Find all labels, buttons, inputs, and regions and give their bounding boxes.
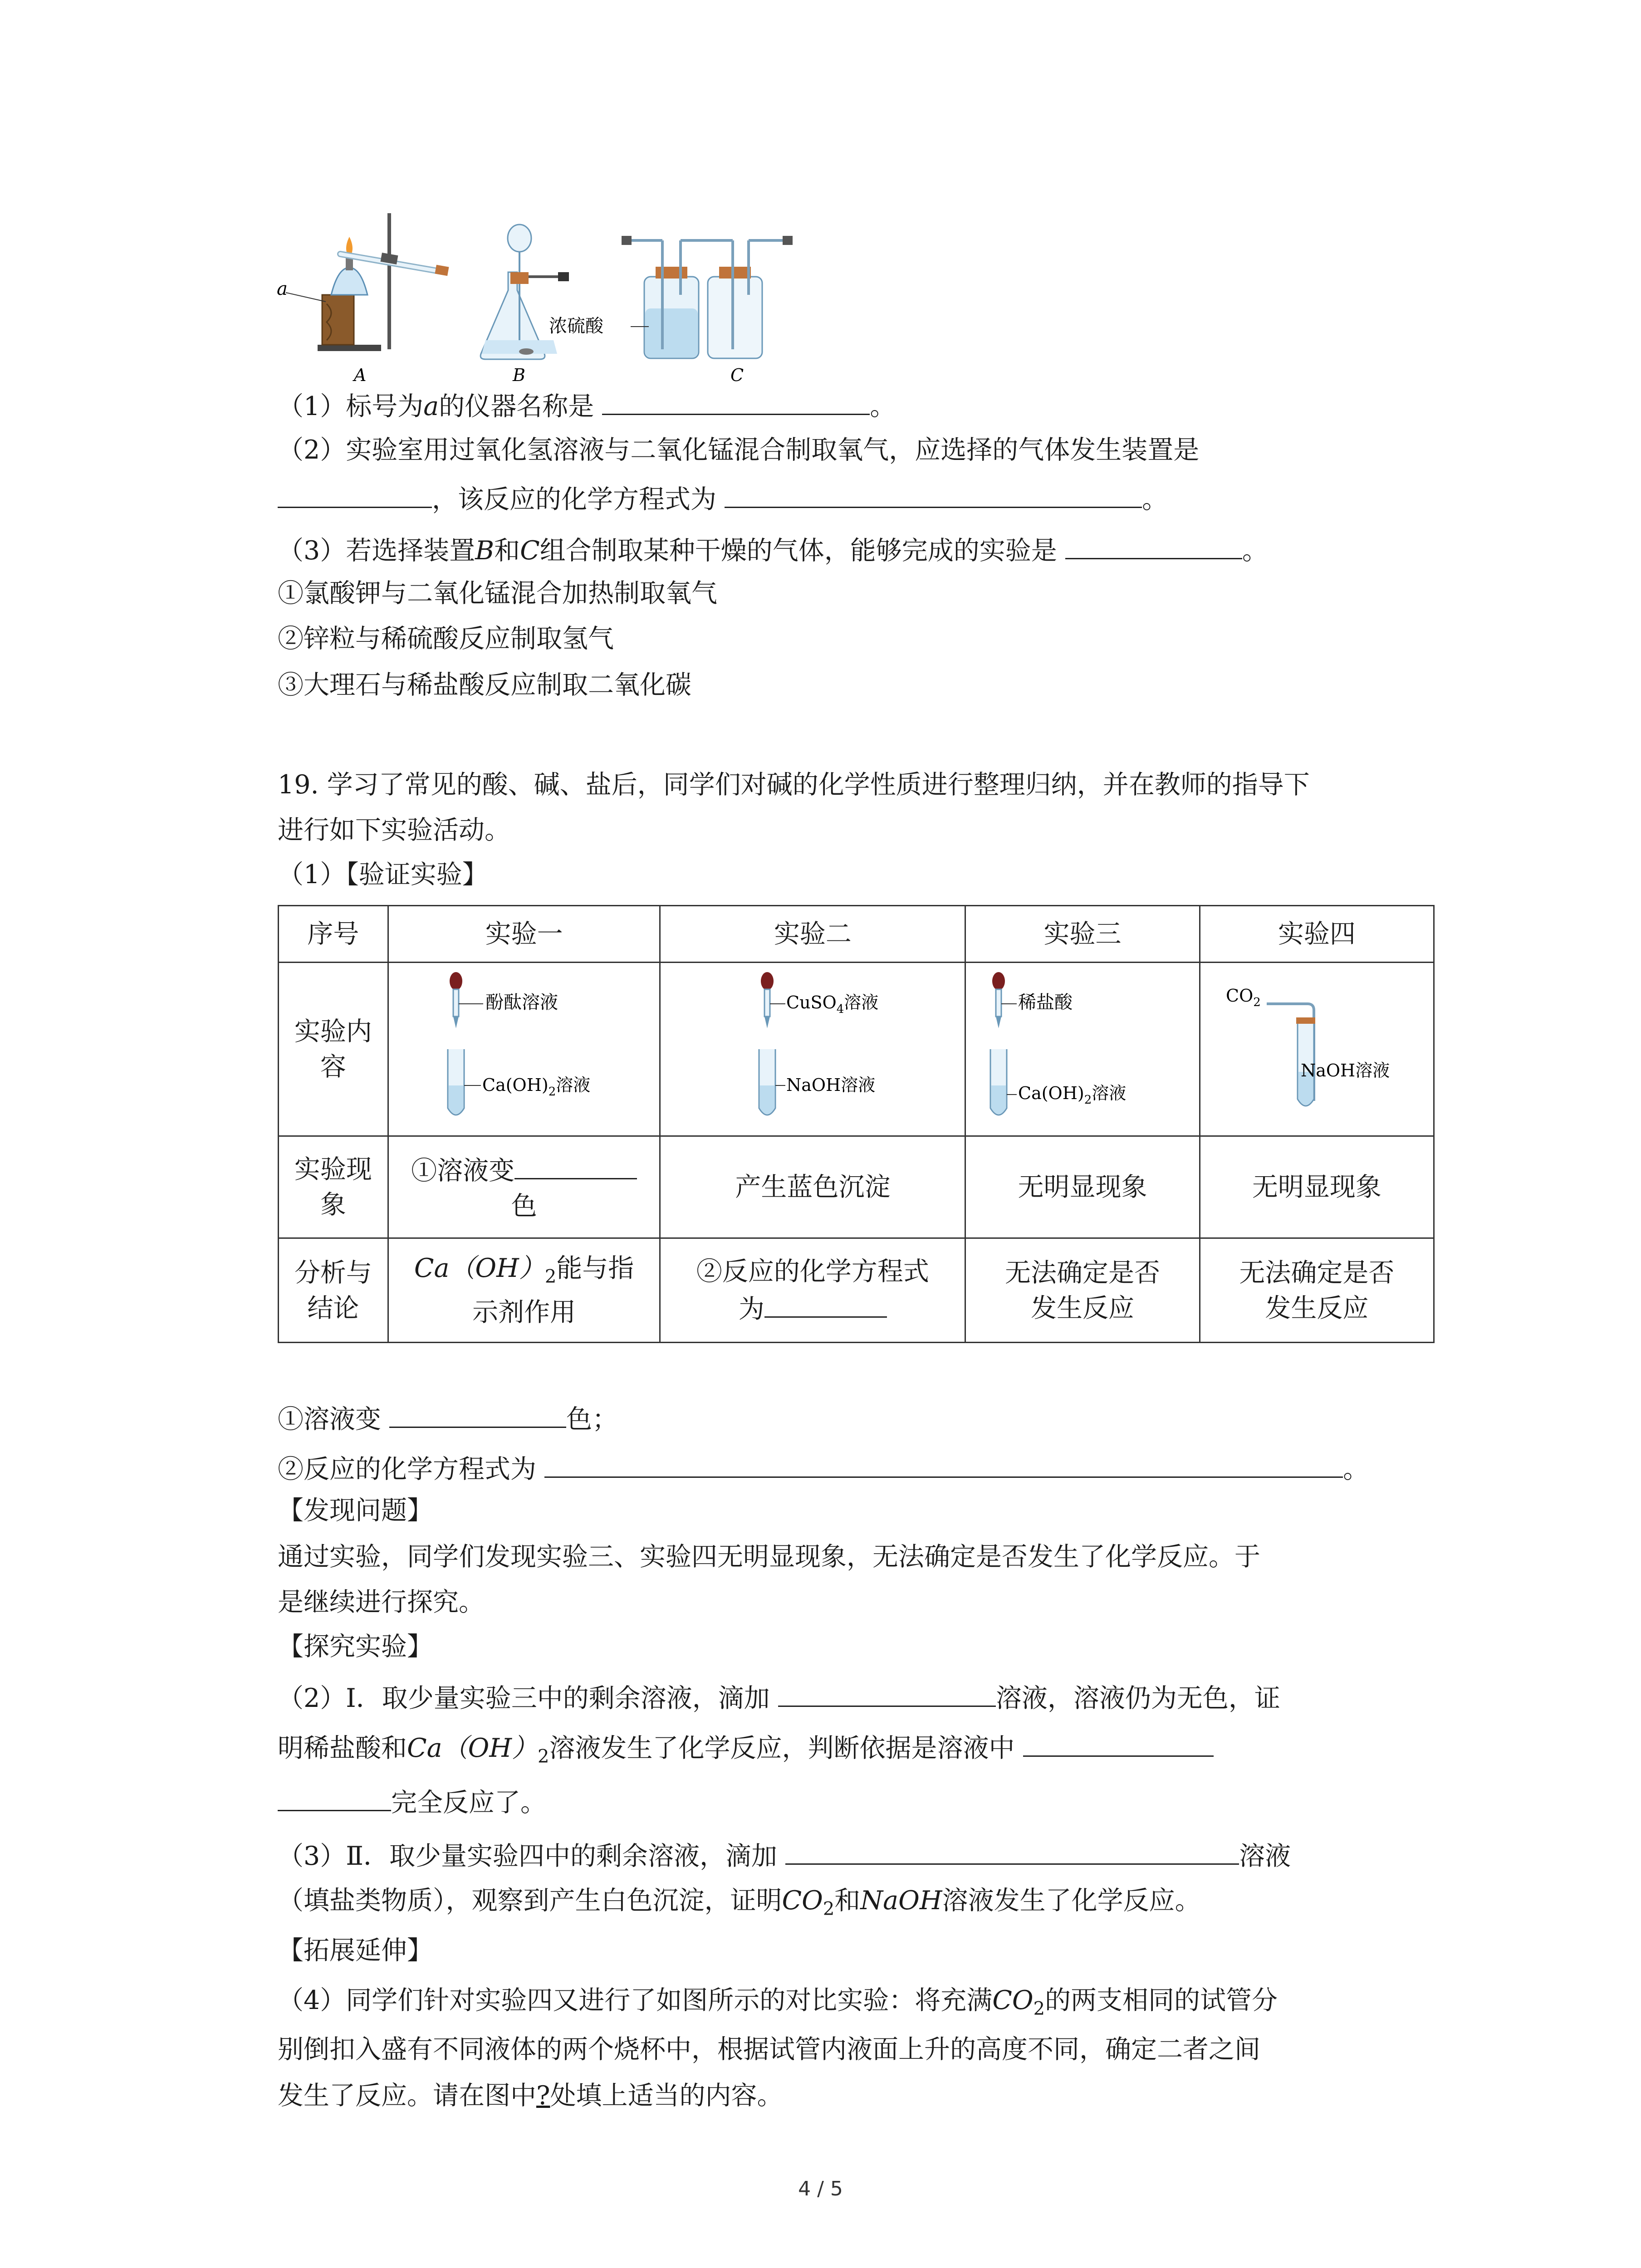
q18-option3: ③大理石与稀盐酸反应制取二氧化碳: [278, 670, 691, 700]
exp4-figure: [1200, 963, 1434, 1136]
q19-part2-line2: 明稀盐酸和$Ca(OH)_2$溶液发生了化学反应，判断依据是溶液中: [278, 1728, 1214, 1774]
answer-blank[interactable]: [1023, 1728, 1214, 1757]
experiment-table: [278, 905, 1435, 1343]
phen1-cell: ①溶液变 色: [388, 1136, 660, 1238]
find-problem-text2: 是继续进行探究。: [278, 1587, 485, 1617]
q19-answer1: ①溶液变 色；: [278, 1399, 618, 1437]
q19-part4-line1: （4）同学们针对实验四又进行了如图所示的对比实验：将充满$CO_2$的两支相同的试管分: [278, 1985, 1278, 2019]
svg-text:CuSO4溶液: CuSO$_4$溶液: [786, 992, 879, 1016]
phen2-cell: 产生蓝色沉淀: [660, 1136, 965, 1238]
apparatus-b: [480, 225, 569, 359]
exp3-figure: [965, 963, 1200, 1136]
find-problem-title: 【发现问题】: [278, 1496, 433, 1525]
label-acid: 浓硫酸: [549, 316, 603, 337]
exp4-diagram: [1208, 963, 1425, 1126]
answer-blank[interactable]: [278, 1783, 391, 1811]
extension-title: 【拓展延伸】: [278, 1936, 433, 1965]
exp1-figure: [388, 963, 660, 1136]
answer-blank[interactable]: [785, 1836, 1239, 1865]
apparatus-a: [286, 213, 449, 351]
q18-option2: ②锌粒与稀硫酸反应制取氢气: [278, 624, 614, 654]
q18-part1: （1）标号为a的仪器名称是 。: [278, 386, 896, 425]
apparatus-figure: [272, 204, 862, 390]
label-a: a: [277, 279, 288, 299]
svg-text:NaOH溶液: NaOH溶液: [1301, 1061, 1390, 1080]
q19-part2-line1: （2）Ⅰ．取少量实验三中的剩余溶液，滴加 溶液，溶液仍为无色，证: [278, 1678, 1280, 1716]
answer-blank[interactable]: [764, 1289, 887, 1318]
row-label: 实验现 象: [279, 1136, 388, 1238]
q19-part3-line2: （填盐类物质），观察到产生白色沉淀，证明$CO_2$和NaOH溶液发生了化学反应。: [278, 1886, 1201, 1920]
q18-part2-line2: ，该反应的化学方程式为 。: [278, 479, 1168, 518]
table-header-row: [279, 906, 1434, 963]
q18-part3: （3）若选择装置B和C组合制取某种干燥的气体，能够完成的实验是 。: [278, 531, 1268, 569]
q19-sub1: （1）【验证实验】: [278, 860, 488, 890]
answer-blank[interactable]: [1065, 531, 1242, 559]
svg-text:酚酞溶液: 酚酞溶液: [485, 992, 558, 1013]
row-label: 实验内 容: [279, 963, 388, 1136]
conc2-cell: ②反应的化学方程式 为: [660, 1238, 965, 1343]
apparatus-c: [622, 236, 793, 358]
q19-answer2: ②反应的化学方程式为 。: [278, 1449, 1369, 1487]
row-label: 分析与 结论: [279, 1238, 388, 1343]
svg-text:Ca(OH)2溶液: $Ca(OH)_2$溶液: [1018, 1083, 1127, 1107]
table-header: 实验四: [1200, 906, 1434, 963]
answer-blank[interactable]: [514, 1151, 637, 1179]
answer-blank[interactable]: [544, 1449, 1343, 1478]
label-A: A: [354, 365, 367, 385]
answer-blank[interactable]: [278, 479, 432, 508]
table-row-conclusion: [279, 1238, 1434, 1343]
q18-option1: ①氯酸钾与二氧化锰混合加热制取氧气: [278, 578, 717, 608]
q19-part2-line3: 完全反应了。: [278, 1783, 546, 1821]
conc1-cell: $Ca(OH)_2$能与指 示剂作用: [388, 1238, 660, 1343]
table-header: 实验一: [388, 906, 660, 963]
answer-blank[interactable]: [778, 1678, 996, 1707]
svg-text:Ca(OH)2溶液: $Ca(OH)_2$溶液: [482, 1075, 591, 1099]
page-number: 4 / 5: [798, 2177, 843, 2200]
phen4-cell: 无明显现象: [1200, 1136, 1434, 1238]
exp2-figure: [660, 963, 965, 1136]
label-C: C: [730, 365, 744, 385]
exp1-diagram: [397, 963, 651, 1126]
svg-text:稀盐酸: 稀盐酸: [1018, 992, 1073, 1013]
phen3-cell: 无明显现象: [965, 1136, 1200, 1238]
answer-blank[interactable]: [389, 1399, 566, 1428]
label-B: B: [513, 365, 525, 385]
explore-title: 【探究实验】: [278, 1632, 433, 1662]
table-row-phenomenon: [279, 1136, 1434, 1238]
table-header: 序号: [279, 906, 388, 963]
q19-part4-line2: 别倒扣入盛有不同液体的两个烧杯中，根据试管内液面上升的高度不同，确定二者之间: [278, 2034, 1260, 2064]
q19-part3-line1: （3）Ⅱ．取少量实验四中的剩余溶液，滴加 溶液: [278, 1836, 1291, 1874]
q19-intro-line2: 进行如下实验活动。: [278, 815, 510, 845]
answer-blank[interactable]: [602, 386, 870, 415]
exp3-diagram: [974, 963, 1191, 1126]
exp2-diagram: [672, 963, 953, 1126]
table-row-content: [279, 963, 1434, 1136]
conc4-cell: 无法确定是否 发生反应: [1200, 1238, 1434, 1343]
q18-part2-line1: （2）实验室用过氧化氢溶液与二氧化锰混合制取氧气，应选择的气体发生装置是: [278, 435, 1200, 465]
svg-text:CO2: $CO_2$: [1226, 986, 1261, 1009]
answer-blank[interactable]: [725, 479, 1142, 508]
table-header: 实验二: [660, 906, 965, 963]
conc3-cell: 无法确定是否 发生反应: [965, 1238, 1200, 1343]
q19-intro-line1: 19. 学习了常见的酸、碱、盐后，同学们对碱的化学性质进行整理归纳，并在教师的指导下: [278, 770, 1310, 800]
q19-part4-line3: 发生了反应。请在图中?处填上适当的内容。: [278, 2081, 783, 2111]
find-problem-text1: 通过实验，同学们发现实验三、实验四无明显现象，无法确定是否发生了化学反应。于: [278, 1542, 1260, 1572]
svg-text:NaOH溶液: NaOH溶液: [786, 1075, 876, 1095]
table-header: 实验三: [965, 906, 1200, 963]
